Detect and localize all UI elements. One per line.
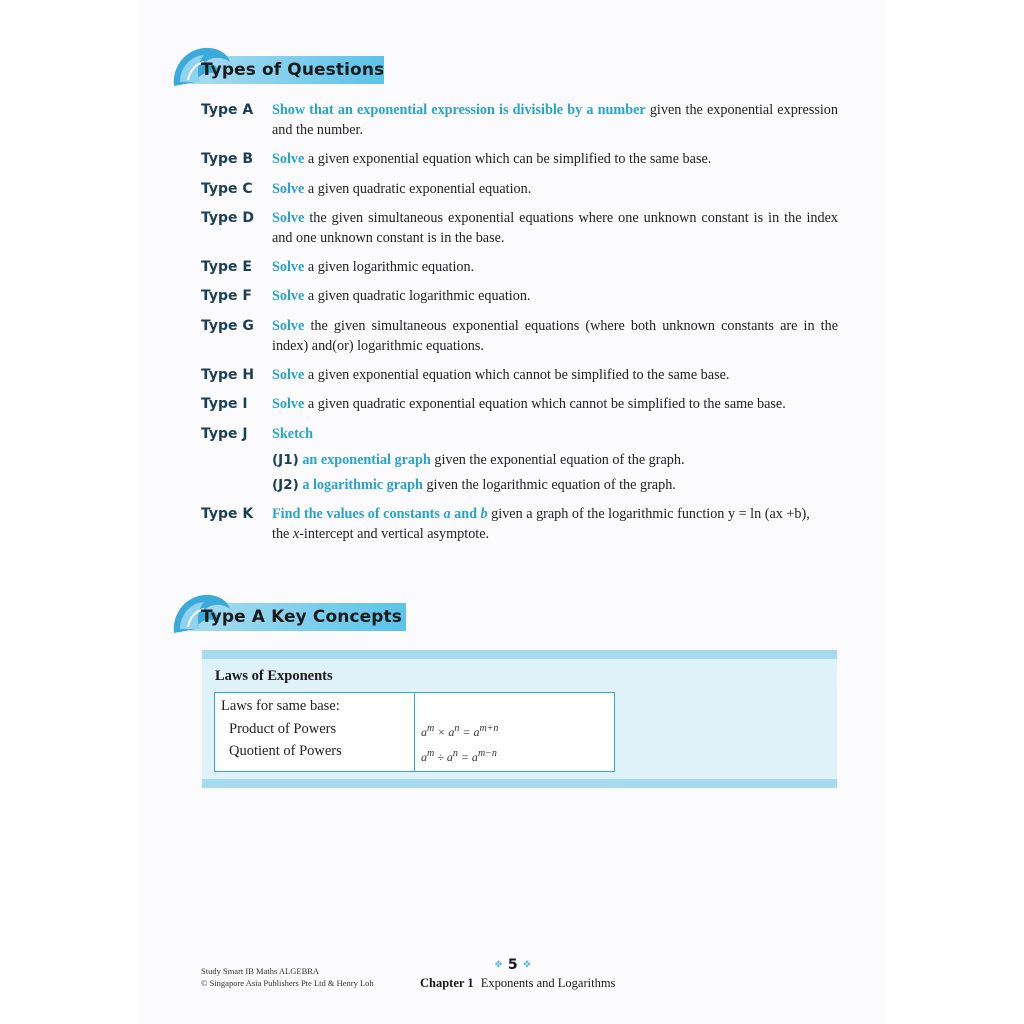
diamond-icon: ❖ xyxy=(494,959,503,971)
footer-copyright: © Singapore Asia Publishers Pte Ltd & Henry Loh xyxy=(201,978,374,988)
footer-credits xyxy=(201,965,374,989)
product-formula: $a^m \times a^n = a^{m+n}$ xyxy=(421,722,499,739)
diamond-icon: ❖ xyxy=(522,959,532,971)
type-label: Type K xyxy=(201,506,254,522)
section-banner-types xyxy=(170,50,384,82)
chapter-label: Chapter 1 xyxy=(420,976,474,990)
type-description xyxy=(272,208,838,248)
type-highlight: Solve xyxy=(272,396,305,412)
laws-row-header: Laws for same base: xyxy=(221,698,340,714)
type-description xyxy=(272,316,838,356)
sub-rest: given the exponential equation of the graph. xyxy=(430,452,685,468)
type-description xyxy=(272,424,838,444)
type-highlight: Solve xyxy=(272,259,305,275)
page-number: ❖ 5 ❖ xyxy=(494,957,532,973)
key-concepts-box xyxy=(202,650,837,788)
type-description xyxy=(272,100,838,140)
type-highlight: Solve xyxy=(272,318,305,334)
type-label: Type A xyxy=(201,102,254,118)
type-label: Type G xyxy=(201,318,254,334)
type-description xyxy=(272,179,838,199)
type-rest: a given exponential equation which can be simplified to the same base. xyxy=(304,151,712,167)
type-label: Type F xyxy=(201,288,252,304)
section-banner-concepts xyxy=(170,597,410,629)
section-title-concepts xyxy=(201,607,402,627)
concepts-title-rest: Key Concepts xyxy=(271,607,402,627)
type-label: Type H xyxy=(201,367,255,383)
type-description xyxy=(272,286,838,306)
type-rest: a given exponential equation which cannot be simplified to the same base. xyxy=(304,367,730,383)
type-label: Type D xyxy=(201,210,255,226)
chapter-title: Exponents and Logarithms xyxy=(480,976,616,990)
type-rest: a given quadratic exponential equation which cannot be simplified to the same base. xyxy=(304,396,786,412)
laws-table xyxy=(214,692,615,772)
type-label: Type C xyxy=(201,181,253,197)
type-highlight: Solve xyxy=(272,210,305,226)
type-description xyxy=(272,365,838,385)
type-highlight: Solve xyxy=(272,367,305,383)
type-highlight: Solve xyxy=(272,181,305,197)
section-title-types: Types of Questions xyxy=(201,60,385,80)
type-description xyxy=(272,257,838,277)
type-j-sub-description xyxy=(272,475,838,495)
concepts-title-prefix: Type A xyxy=(201,607,266,627)
type-rest: given the exponential expression and the number. xyxy=(272,102,838,138)
type-highlight: Sketch xyxy=(272,426,313,442)
type-highlight: Solve xyxy=(272,288,305,304)
quotient-formula: $a^m \div a^n = a^{m-n}$ xyxy=(421,748,497,764)
concept-box-title: Laws of Exponents xyxy=(215,668,333,684)
type-rest: the given simultaneous exponential equations where one unknown constant is in the index and one unknown constant is in the base. xyxy=(272,210,838,246)
type-label: Type I xyxy=(201,396,248,412)
type-description xyxy=(272,394,838,414)
laws-formulas-cell xyxy=(415,693,615,772)
quotient-label: Quotient of Powers xyxy=(229,743,342,759)
table-row xyxy=(215,693,615,772)
type-rest: a given quadratic exponential equation. xyxy=(304,181,532,197)
sub-highlight: a logarithmic graph xyxy=(302,477,423,493)
type-rest: a given logarithmic equation. xyxy=(304,259,475,275)
sub-highlight: an exponential graph xyxy=(302,452,431,468)
type-label: Type E xyxy=(201,259,252,275)
sub-rest: given the logarithmic equation of the graph. xyxy=(422,477,676,493)
footer-chapter xyxy=(420,976,615,991)
type-highlight: Solve xyxy=(272,151,305,167)
type-label: Type B xyxy=(201,151,254,167)
sub-label: (J2) xyxy=(272,477,299,493)
type-rest: the given simultaneous exponential equations (where both unknown constants are in the index) and(or) logarithmic equations. xyxy=(272,318,838,354)
laws-labels-cell xyxy=(215,693,415,772)
product-label: Product of Powers xyxy=(229,720,337,737)
type-rest: a given quadratic logarithmic equation. xyxy=(304,288,531,304)
type-highlight: Show that an exponential expression is divisible by a number xyxy=(272,102,646,118)
footer-book-title: Study Smart IB Maths ALGEBRA xyxy=(201,966,320,976)
type-j-sub-description xyxy=(272,450,838,470)
type-label: Type J xyxy=(201,426,248,442)
type-description xyxy=(272,149,838,169)
type-description: Find the values of constants a and b given a graph of the logarithmic function y = ln (ax +b), the x-intercept and vertical asymptote. xyxy=(272,506,810,542)
sub-label: (J1) xyxy=(272,452,299,468)
